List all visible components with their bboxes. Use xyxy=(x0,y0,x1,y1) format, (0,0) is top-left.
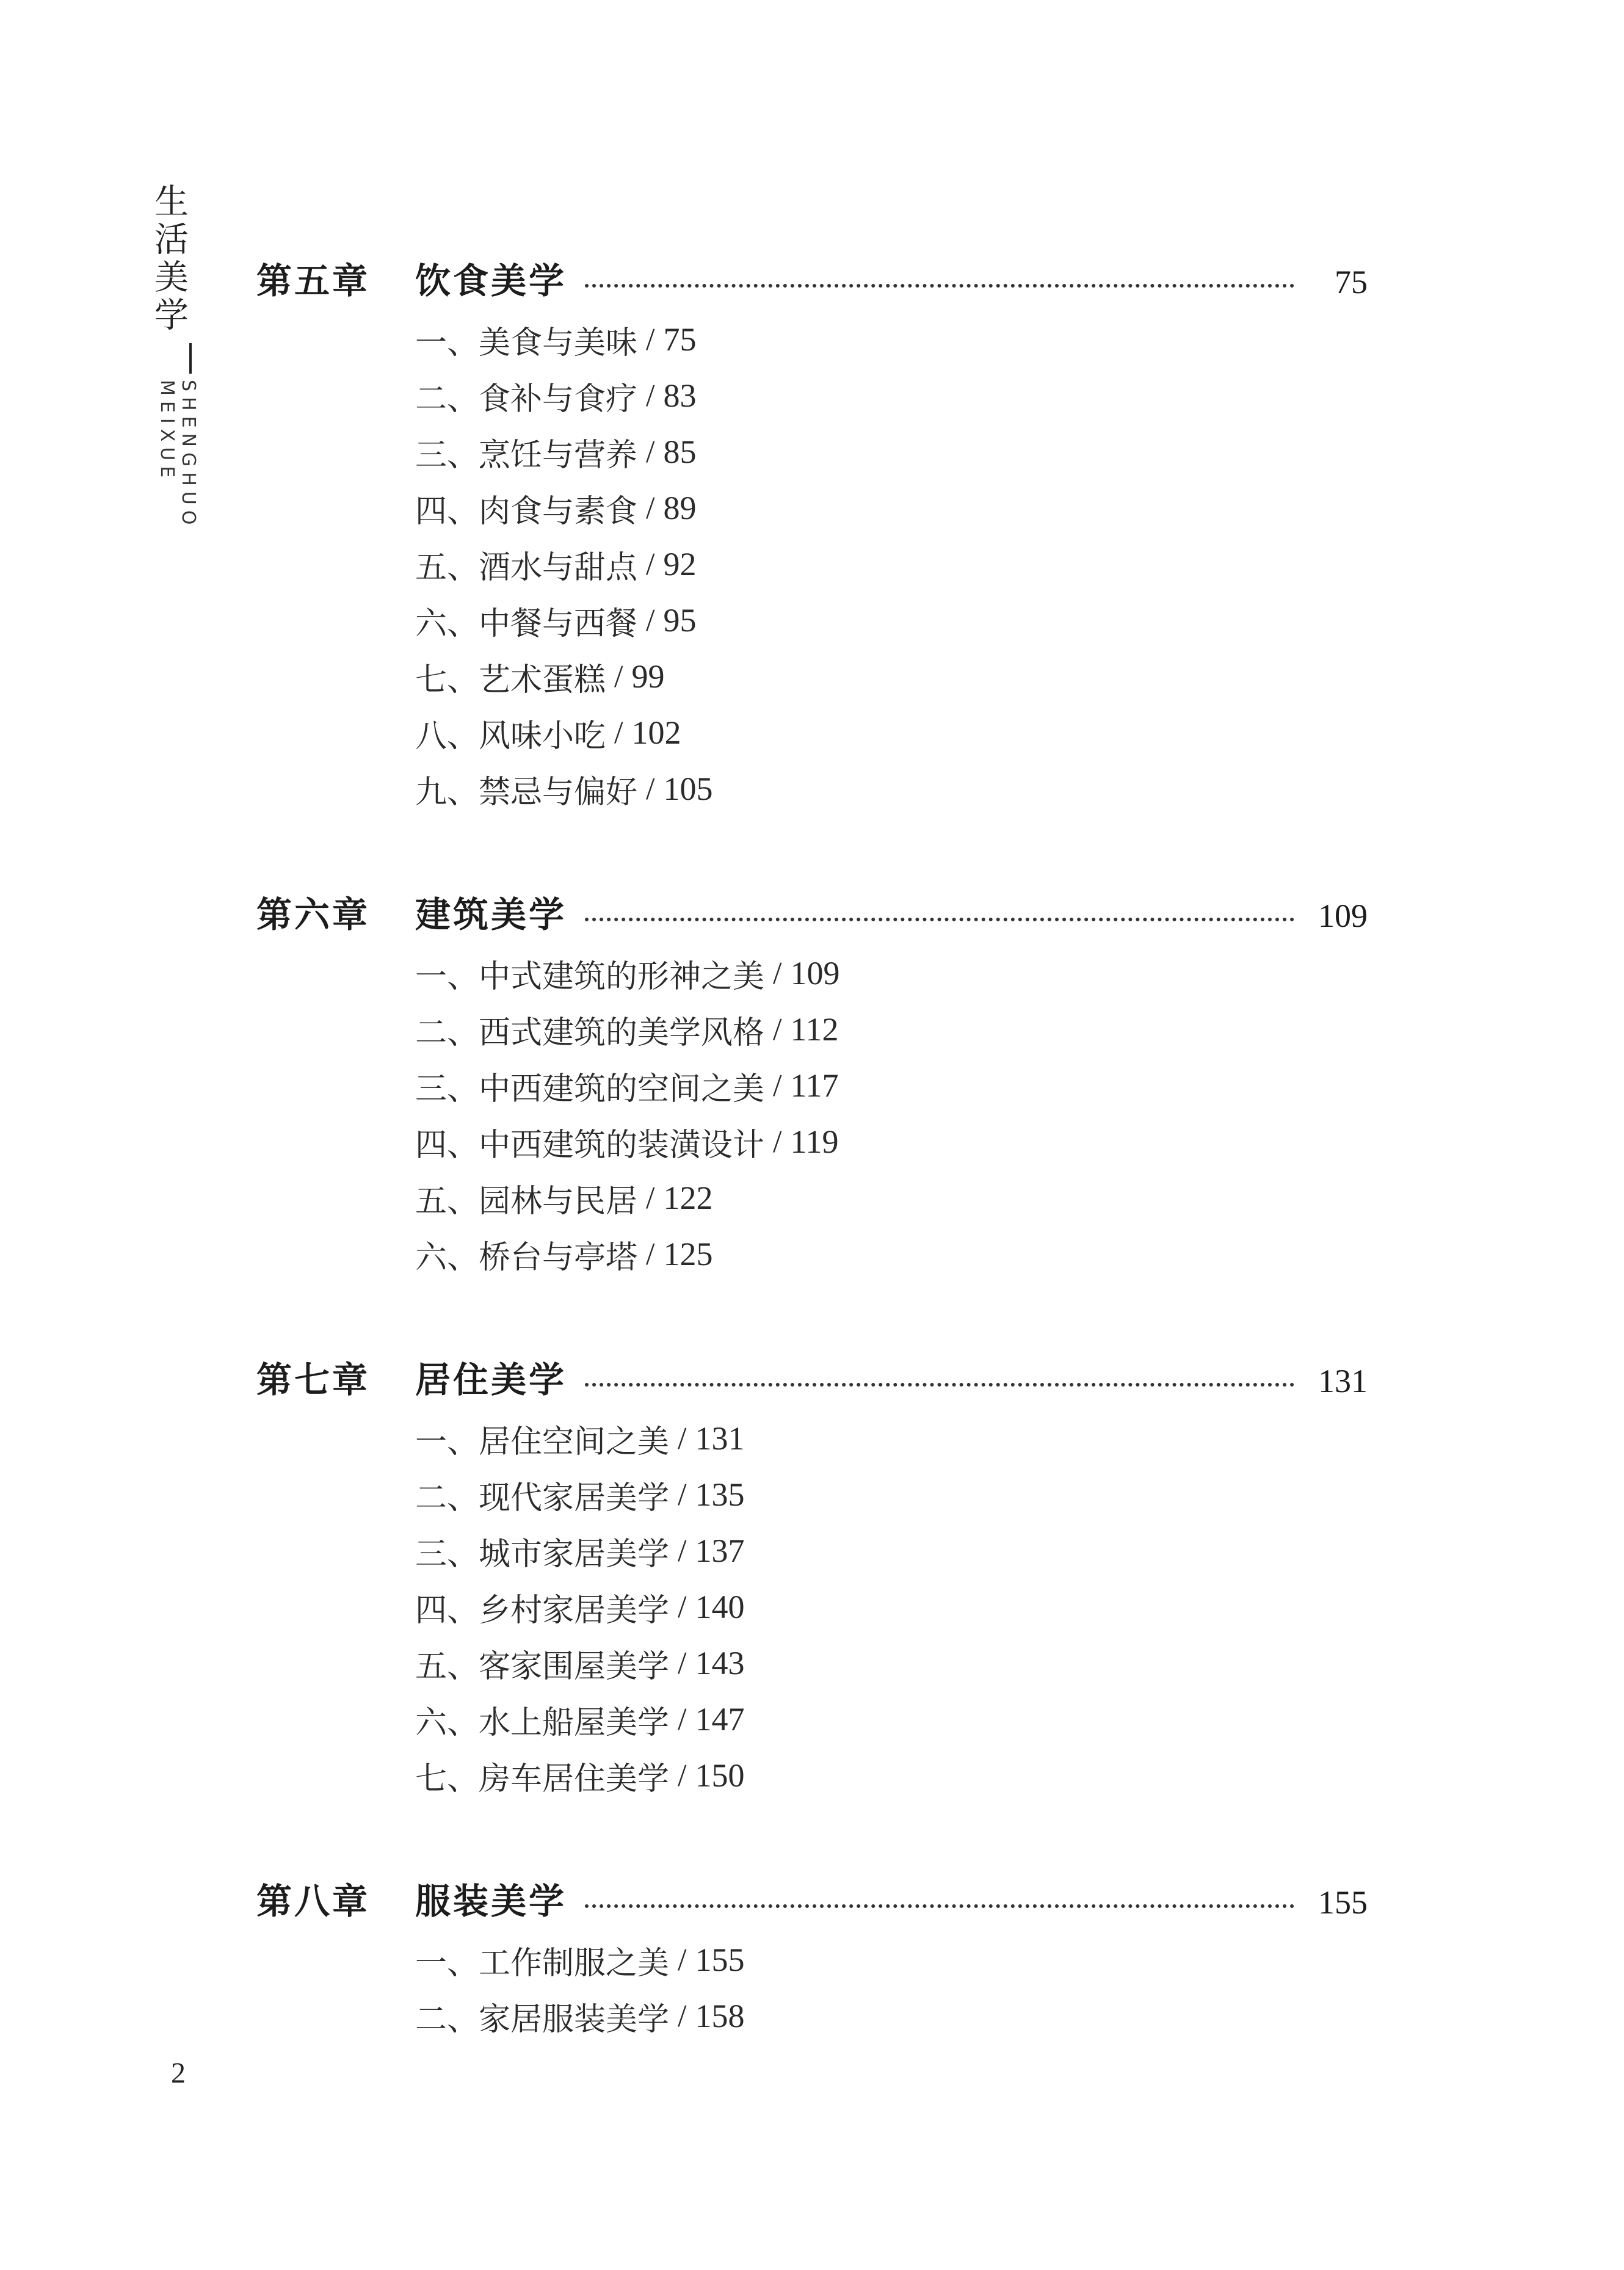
section-title: 六、水上船屋美学 xyxy=(415,1704,670,1741)
separator: / xyxy=(678,1477,687,1512)
section-title: 三、烹饪与营养 xyxy=(415,437,638,474)
chapter-title: 建筑美学 xyxy=(415,894,567,935)
section-list xyxy=(415,311,1368,817)
section-page: 143 xyxy=(695,1645,745,1681)
separator: / xyxy=(773,1124,782,1159)
section-entry[interactable] xyxy=(415,480,1368,536)
chapter-number: 第五章 xyxy=(256,260,371,302)
chapter-number: 第八章 xyxy=(256,1880,371,1922)
section-entry[interactable] xyxy=(415,1988,1368,2044)
chapter-page: 109 xyxy=(1318,897,1368,934)
table-of-contents xyxy=(256,244,1368,2105)
section-entry[interactable] xyxy=(415,1579,1368,1635)
section-page: 140 xyxy=(695,1589,745,1625)
section-entry[interactable] xyxy=(415,1001,1368,1057)
section-page: 99 xyxy=(631,658,665,695)
section-page: 119 xyxy=(790,1123,839,1160)
running-head-rule xyxy=(189,343,192,374)
section-list xyxy=(415,1932,1368,2044)
chapter-6 xyxy=(256,878,1368,1282)
separator: / xyxy=(646,1236,655,1272)
section-page: 75 xyxy=(663,321,697,358)
separator: / xyxy=(614,715,623,750)
section-page: 109 xyxy=(790,955,840,992)
section-page: 92 xyxy=(663,546,697,582)
section-title: 三、中西建筑的空间之美 xyxy=(415,1070,765,1108)
separator: / xyxy=(614,659,623,694)
section-entry[interactable] xyxy=(415,1467,1368,1523)
section-entry[interactable] xyxy=(415,311,1368,368)
separator: / xyxy=(646,322,655,357)
section-entry[interactable] xyxy=(415,1635,1368,1691)
section-title: 七、房车居住美学 xyxy=(415,1760,670,1797)
section-title: 一、中式建筑的形神之美 xyxy=(415,958,765,995)
separator: / xyxy=(773,1068,782,1103)
section-entry[interactable] xyxy=(415,1747,1368,1804)
chapter-title: 服装美学 xyxy=(415,1880,567,1922)
section-entry[interactable] xyxy=(415,761,1368,817)
section-page: 155 xyxy=(695,1942,745,1978)
section-title: 五、园林与民居 xyxy=(415,1183,638,1220)
separator: / xyxy=(646,378,655,413)
chapter-title: 饮食美学 xyxy=(415,260,567,302)
separator: / xyxy=(773,956,782,991)
section-entry[interactable] xyxy=(415,1226,1368,1282)
section-entry[interactable] xyxy=(415,536,1368,592)
section-page: 158 xyxy=(695,1998,745,2034)
section-title: 二、现代家居美学 xyxy=(415,1479,670,1517)
section-list xyxy=(415,1410,1368,1804)
section-page: 89 xyxy=(663,490,697,526)
section-page: 83 xyxy=(663,377,697,414)
section-title: 六、桥台与亭塔 xyxy=(415,1239,638,1276)
chapter-page: 131 xyxy=(1318,1363,1368,1399)
chapter-title: 居住美学 xyxy=(415,1359,567,1401)
chapter-page: 75 xyxy=(1335,264,1368,300)
chapter-heading[interactable] xyxy=(256,878,1368,945)
section-title: 五、酒水与甜点 xyxy=(415,549,638,586)
section-title: 六、中餐与西餐 xyxy=(415,605,638,642)
running-head-title: 生活美学 xyxy=(149,183,189,335)
chapter-heading[interactable] xyxy=(256,1343,1368,1410)
section-title: 四、肉食与素食 xyxy=(415,493,638,530)
section-entry[interactable] xyxy=(415,1114,1368,1170)
section-title: 五、客家围屋美学 xyxy=(415,1648,670,1685)
section-page: 131 xyxy=(695,1420,745,1457)
separator: / xyxy=(678,1589,687,1625)
separator: / xyxy=(646,434,655,470)
section-page: 102 xyxy=(631,714,681,751)
section-title: 一、工作制服之美 xyxy=(415,1945,670,1982)
section-title: 一、居住空间之美 xyxy=(415,1423,670,1460)
section-page: 117 xyxy=(790,1067,839,1104)
section-title: 九、禁忌与偏好 xyxy=(415,774,638,811)
section-title: 七、艺术蛋糕 xyxy=(415,661,606,698)
chapter-8 xyxy=(256,1865,1368,2044)
section-entry[interactable] xyxy=(415,368,1368,424)
section-entry[interactable] xyxy=(415,1932,1368,1988)
dot-leader xyxy=(585,1383,1294,1387)
section-entry[interactable] xyxy=(415,1170,1368,1226)
separator: / xyxy=(773,1012,782,1047)
separator: / xyxy=(678,1942,687,1978)
separator: / xyxy=(678,1533,687,1568)
running-head-pinyin: SHENGHUO MEIXUE xyxy=(156,380,199,531)
section-title: 八、风味小吃 xyxy=(415,717,606,755)
chapter-5 xyxy=(256,244,1368,817)
section-entry[interactable] xyxy=(415,592,1368,648)
chapter-heading[interactable] xyxy=(256,244,1368,311)
section-page: 135 xyxy=(695,1476,745,1513)
section-title: 四、乡村家居美学 xyxy=(415,1592,670,1629)
section-page: 105 xyxy=(663,771,713,807)
section-title: 二、食补与食疗 xyxy=(415,380,638,418)
section-page: 85 xyxy=(663,433,697,470)
section-entry[interactable] xyxy=(415,1691,1368,1747)
section-entry[interactable] xyxy=(415,424,1368,480)
separator: / xyxy=(646,1180,655,1216)
section-entry[interactable] xyxy=(415,1057,1368,1114)
section-title: 一、美食与美味 xyxy=(415,324,638,361)
section-list xyxy=(415,945,1368,1282)
running-head xyxy=(149,183,199,531)
chapter-number: 第七章 xyxy=(256,1359,371,1401)
section-entry[interactable] xyxy=(415,945,1368,1001)
section-entry[interactable] xyxy=(415,1410,1368,1467)
section-page: 95 xyxy=(663,602,697,639)
section-page: 147 xyxy=(695,1701,745,1738)
dot-leader xyxy=(585,284,1294,288)
separator: / xyxy=(646,546,655,582)
separator: / xyxy=(646,603,655,638)
separator: / xyxy=(646,490,655,526)
section-title: 四、中西建筑的装潢设计 xyxy=(415,1126,765,1164)
separator: / xyxy=(646,771,655,807)
chapter-heading[interactable] xyxy=(256,1865,1368,1932)
section-page: 125 xyxy=(663,1236,713,1272)
section-page: 137 xyxy=(695,1532,745,1569)
section-title: 三、城市家居美学 xyxy=(415,1536,670,1573)
section-title: 二、家居服装美学 xyxy=(415,2001,670,2038)
dot-leader xyxy=(585,1904,1294,1908)
section-entry[interactable] xyxy=(415,705,1368,761)
chapter-page: 155 xyxy=(1318,1884,1368,1921)
separator: / xyxy=(678,1702,687,1737)
section-entry[interactable] xyxy=(415,648,1368,705)
section-page: 122 xyxy=(663,1180,713,1216)
chapter-7 xyxy=(256,1343,1368,1804)
page-number: 2 xyxy=(171,2057,186,2089)
section-page: 112 xyxy=(790,1011,839,1048)
section-entry[interactable] xyxy=(415,1523,1368,1579)
separator: / xyxy=(678,1998,687,2034)
separator: / xyxy=(678,1645,687,1681)
separator: / xyxy=(678,1421,687,1456)
section-title: 二、西式建筑的美学风格 xyxy=(415,1014,765,1051)
dot-leader xyxy=(585,918,1294,921)
chapter-number: 第六章 xyxy=(256,894,371,935)
separator: / xyxy=(678,1758,687,1793)
section-page: 150 xyxy=(695,1757,745,1794)
